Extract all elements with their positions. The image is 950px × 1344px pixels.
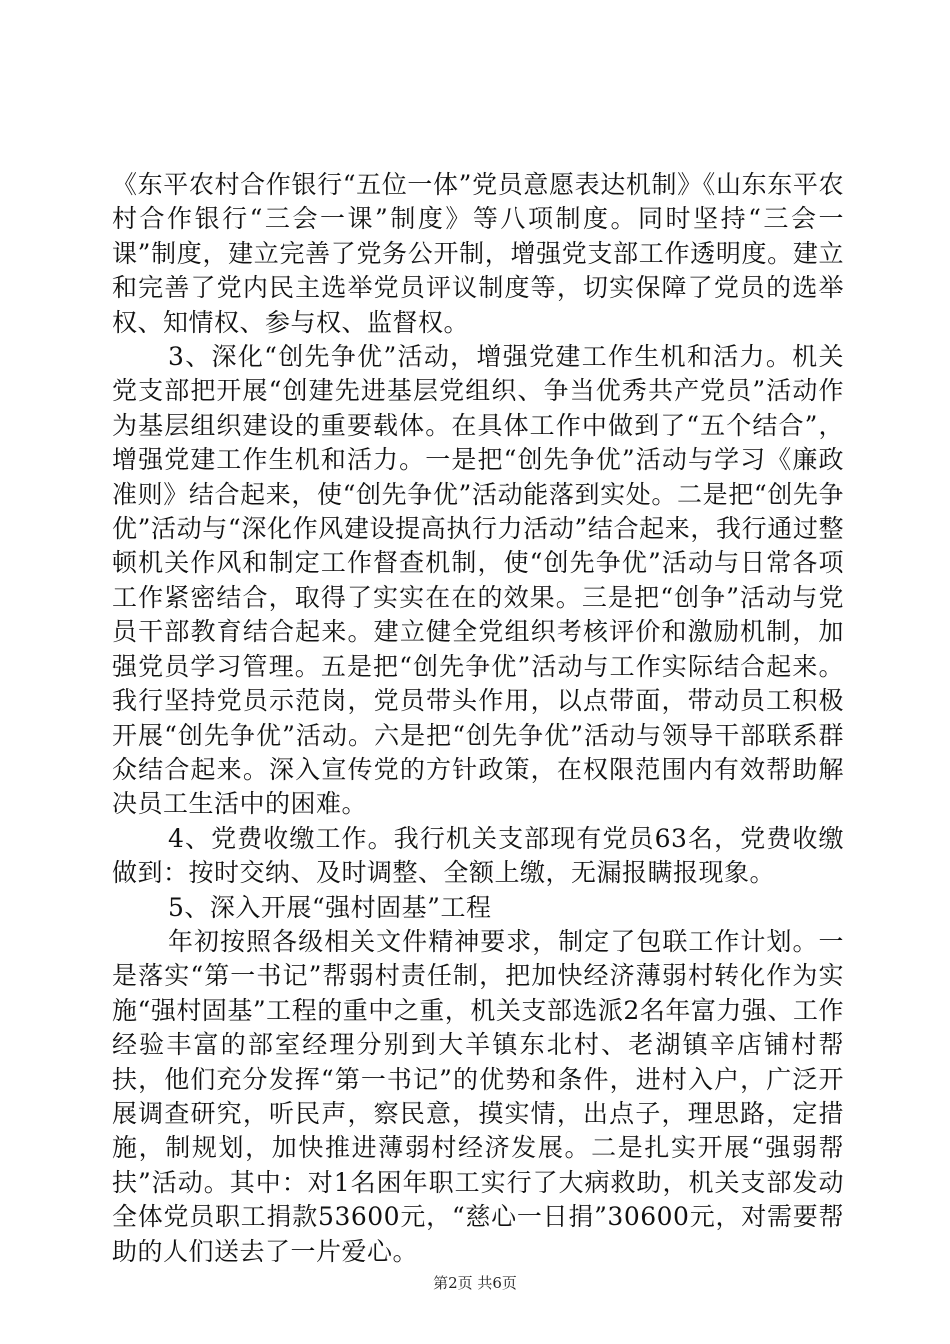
paragraph-5: 年初按照各级相关文件精神要求，制定了包联工作计划。一是落实“第一书记”帮弱村责任制，把加快经济薄弱村转化作为实施“强村固基”工程的重中之重，机关支部选派2名年富力强、工作经验丰富的部室经理分别到大羊镇东北村、老湖镇辛店铺村帮扶，他们充分发挥“第一书记”的优势和条件，进村入户，广泛开展调查研究，听民声，察民意，摸实情，出点子，理思路，定措施，制规划，加快推进薄弱村经济发展。二是扎实开展“强弱帮扶”活动。其中：对1名困年职工实行了大病救助，机关支部发动全体党员职工捐款53600元，“慈心一日捐”30600元，对需要帮助的人们送去了一片爱心。: [112, 926, 844, 1266]
document-body: [112, 168, 844, 1269]
paragraph-2: 3、深化“创先争优”活动，增强党建工作生机和活力。机关党支部把开展“创建先进基层党组织、争当优秀共产党员”活动作为基层组织建设的重要载体。在具体工作中做到了“五个结合”，增强党建工作生机和活力。一是把“创先争优”活动与学习《廉政准则》结合起来，使“创先争优”活动能落到实处。二是把“创先争优”活动与“深化作风建设提高执行力活动”结合起来，我行通过整顿机关作风和制定工作督查机制，使“创先争优”活动与日常各项工作紧密结合，取得了实实在在的效果。三是把“创争”活动与党员干部教育结合起来。建立健全党组织考核评价和激励机制，加强党员学习管理。五是把“创先争优”活动与工作实际结合起来。我行坚持党员示范岗，党员带头作用，以点带面，带动员工积极开展“创先争优”活动。六是把“创先争优”活动与领导干部联系群众结合起来。深入宣传党的方针政策，在权限范围内有效帮助解决员工生活中的困难。: [112, 342, 844, 819]
paragraph-4-heading: 5、深入开展“强村固基”工程: [168, 892, 492, 922]
paragraph-3: 4、党费收缴工作。我行机关支部现有党员63名，党费收缴做到：按时交纳、及时调整、全额上缴，无漏报瞒报现象。: [112, 823, 844, 888]
page-number-footer: 第2页 共6页: [433, 1274, 517, 1292]
paragraph-1: 《东平农村合作银行“五位一体”党员意愿表达机制》《山东东平农村合作银行“三会一课”制度》等八项制度。同时坚持“三会一课”制度，建立完善了党务公开制，增强党支部工作透明度。建立和完善了党内民主选举党员评议制度等，切实保障了党员的选举权、知情权、参与权、监督权。: [112, 170, 844, 337]
